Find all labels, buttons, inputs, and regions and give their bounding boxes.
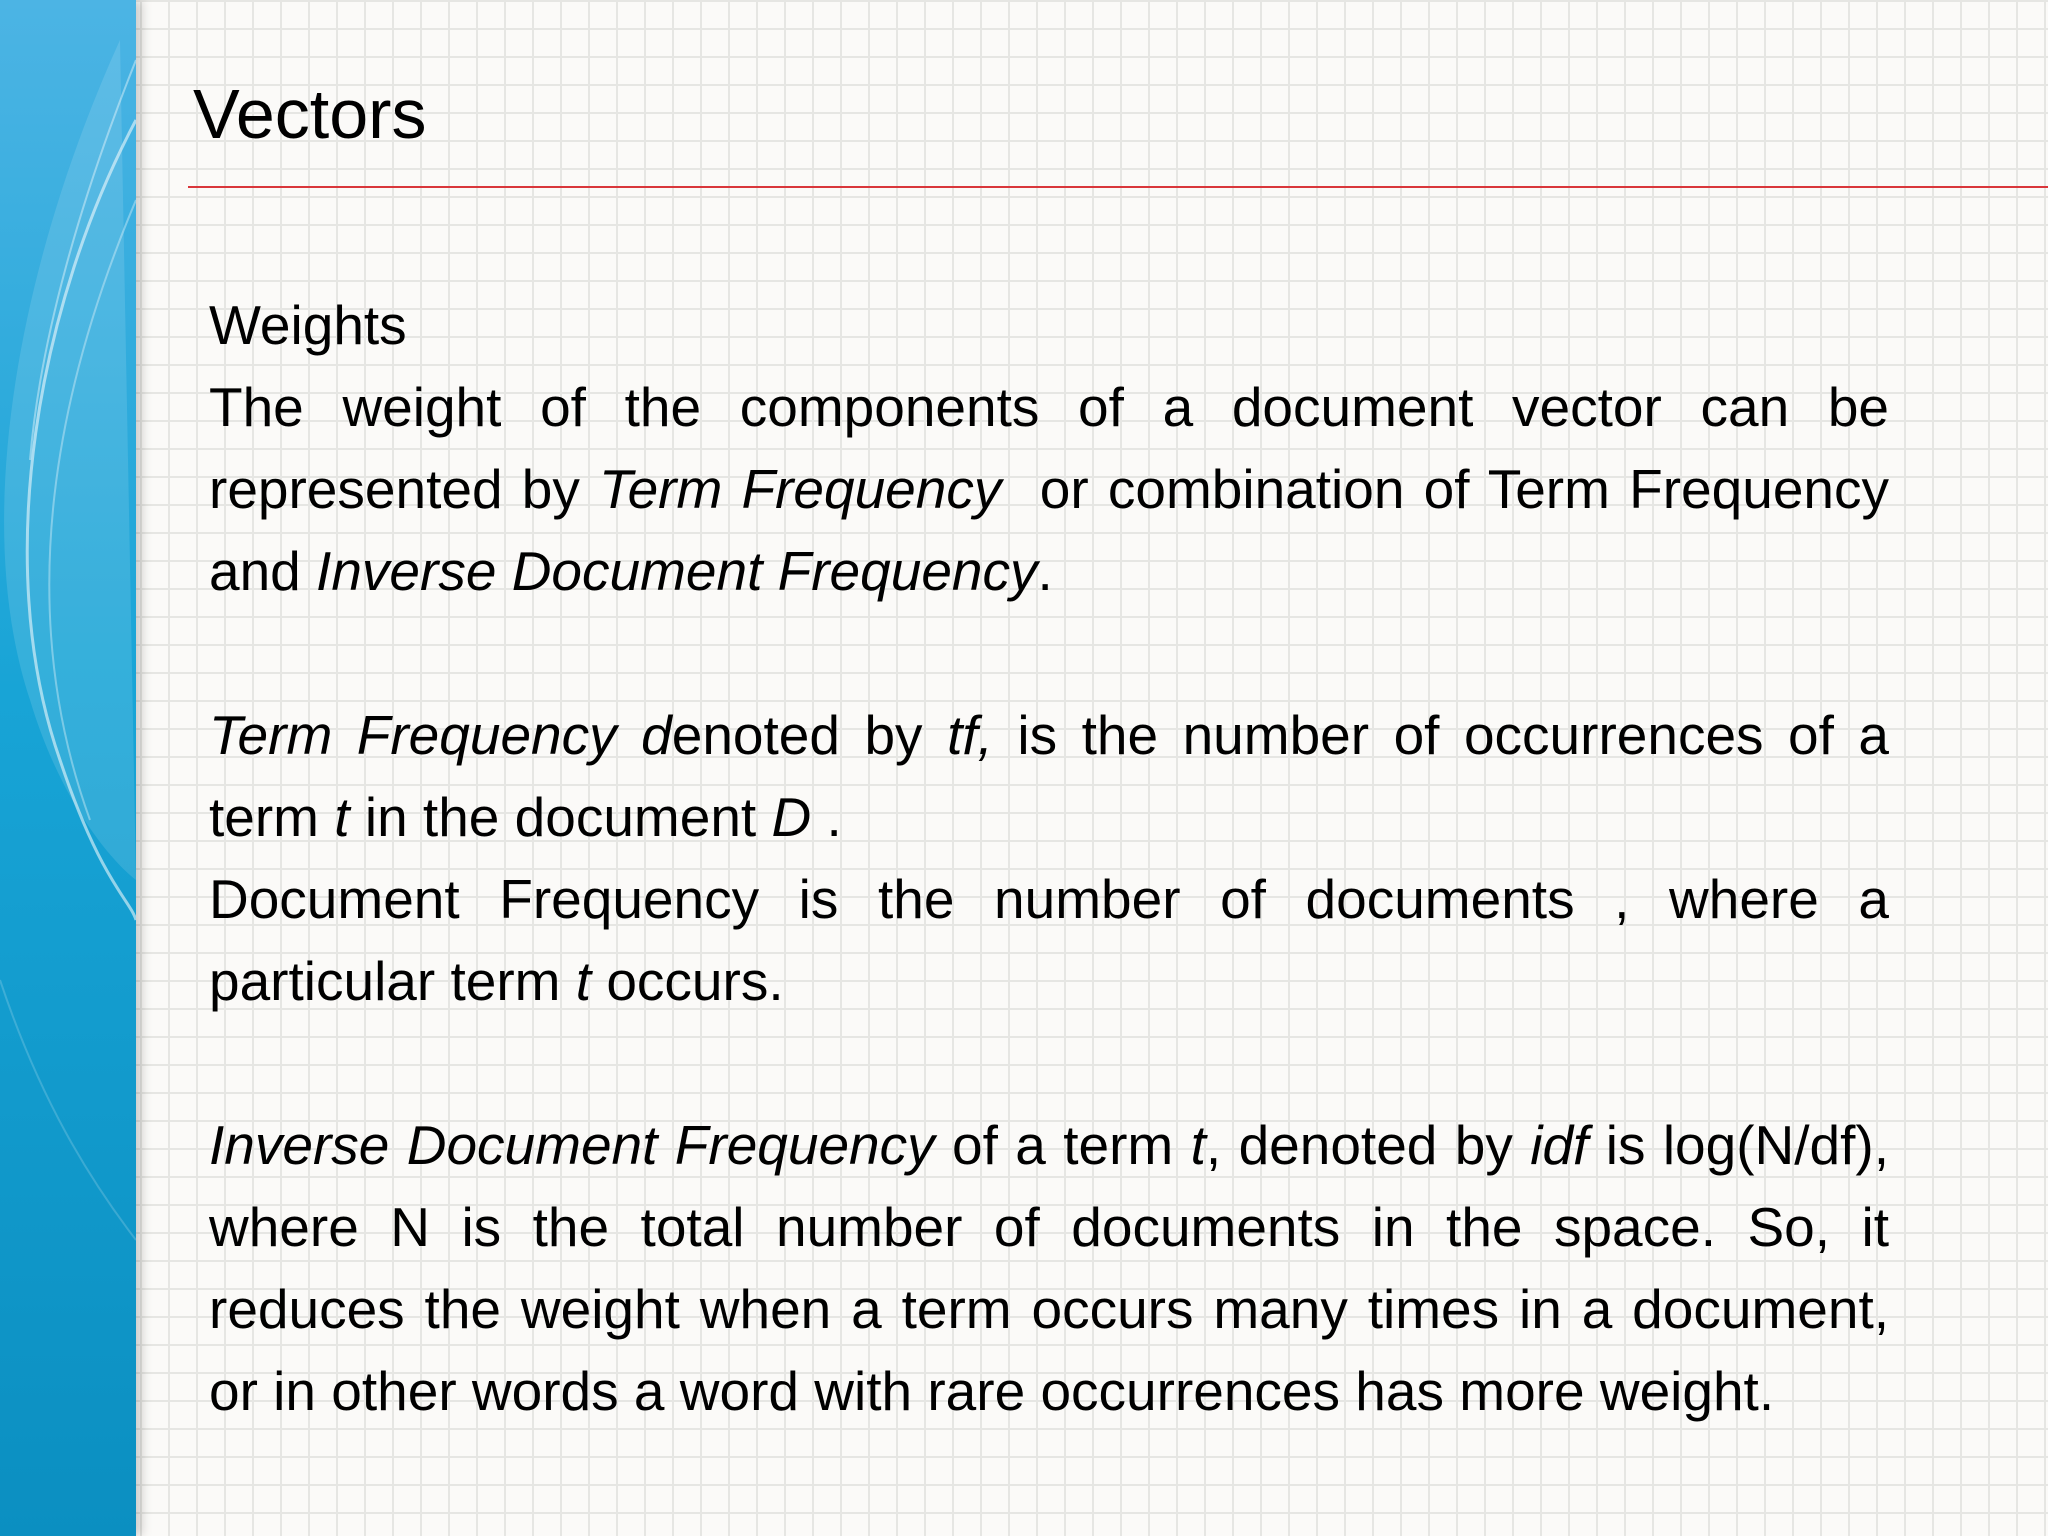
italic-term: Inverse Document Frequency [209,1114,935,1176]
paragraph-spacer [209,612,1889,694]
text-run: in the document [349,786,772,848]
text-run: enoted by [671,704,948,766]
text-run: The weight of the components of a document vector can be represented by [209,376,1889,520]
section-heading: Weights [209,294,407,356]
italic-term: Term Frequency [599,458,1002,520]
italic-term: t [334,786,350,848]
text-run: , denoted by [1205,1114,1531,1176]
italic-term: t [1190,1114,1206,1176]
paragraph-term-frequency [209,694,1889,858]
paragraph-spacer [209,1022,1889,1104]
text-run: occurs. [591,950,784,1012]
title-divider [188,186,2048,188]
decorative-side-bar [0,0,136,1536]
italic-term: Term Frequency d [209,704,672,766]
italic-term: t [575,950,592,1012]
paragraph-weights [209,366,1905,612]
italic-term: D [771,786,812,848]
slide-body [209,284,1905,1432]
text-run: . [811,786,842,848]
paragraph-document-frequency [209,858,1889,1022]
italic-term: idf [1530,1114,1589,1176]
text-run: Document Frequency is the number of documents , where a particular term [209,868,1889,1012]
italic-term: Inverse Document Frequency [316,540,1038,602]
paragraph-inverse-document-frequency [209,1104,1889,1432]
text-run: is the number of occurrences of a term [209,704,1890,848]
text-run: or combination of Term Frequency and [209,458,1905,602]
italic-term: tf, [947,704,993,766]
slide-title: Vectors [193,75,427,153]
text-run: of a term [934,1114,1191,1176]
text-run: is log(N/df), where N is the total number of documents in the space. So, it reduces the weight when a term occurs many times in a document, or in other words a word with rare occurrences has more weight. [209,1114,1889,1422]
text-run: . [1037,540,1053,602]
swoosh-decoration [0,0,136,1536]
